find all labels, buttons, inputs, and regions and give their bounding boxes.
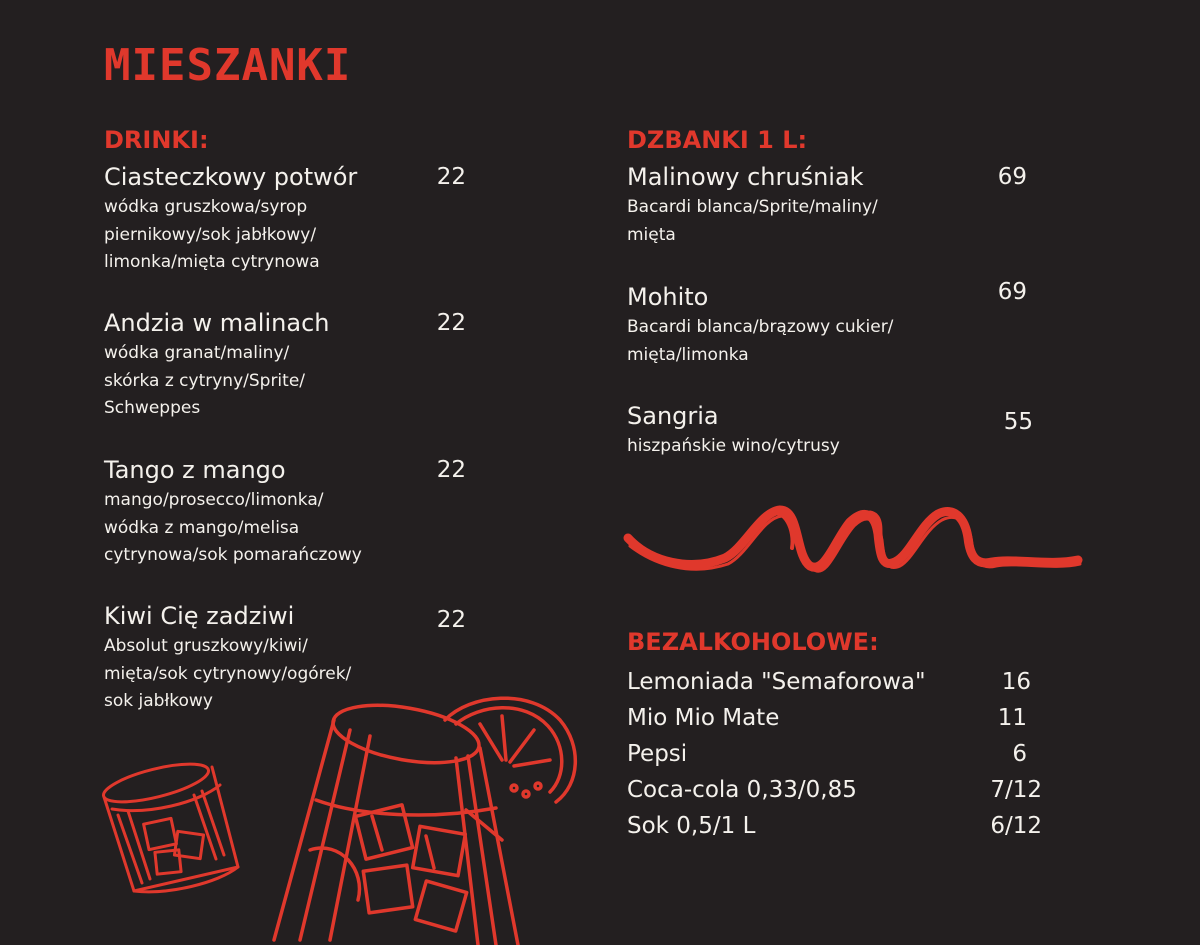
section-heading-bezalkoholowe: BEZALKOHOLOWE:: [627, 628, 879, 656]
menu-item-dzbanki-2: [627, 401, 1033, 461]
small-glass-icon: [98, 755, 248, 905]
item-name: Mohito: [627, 283, 709, 311]
item-name: Kiwi Cię zadziwi: [104, 602, 295, 630]
soft-drink-row-2: [627, 739, 1047, 775]
soft-drink-row-3: [627, 775, 1047, 811]
menu-item-drinki-0: [104, 162, 466, 277]
page-title: MIESZANKI: [104, 40, 352, 91]
section-heading-dzbanki: DZBANKI 1 L:: [627, 126, 808, 154]
soft-drink-row-4: [627, 811, 1047, 847]
item-name: Andzia w malinach: [104, 309, 330, 337]
menu-item-dzbanki-0: [627, 162, 1027, 249]
item-price: 6/12: [990, 813, 1042, 839]
section-heading-drinki: DRINKI:: [104, 126, 209, 154]
item-description: Absolut gruszkowy/kiwi/ mięta/sok cytrynowy/ogórek/ sok jabłkowy: [104, 636, 352, 711]
item-name: Ciasteczkowy potwór: [104, 163, 358, 191]
item-description: Bacardi blanca/Sprite/maliny/ mięta: [627, 197, 878, 245]
item-price: 22: [436, 310, 466, 336]
item-price: 6: [1012, 741, 1027, 767]
item-description: mango/prosecco/limonka/ wódka z mango/melisa cytrynowa/sok pomarańczowy: [104, 490, 362, 565]
item-description: Bacardi blanca/brązowy cukier/ mięta/limonka: [627, 317, 894, 365]
item-price: 69: [997, 164, 1027, 190]
item-price: 22: [436, 607, 466, 633]
cocktail-glass-with-orange-icon: [270, 690, 590, 945]
item-name: Coca-cola 0,33/0,85: [627, 777, 857, 803]
item-price: 22: [436, 457, 466, 483]
item-price: 7/12: [990, 777, 1042, 803]
item-description: hiszpańskie wino/cytrusy: [627, 436, 840, 456]
item-name: Mio Mio Mate: [627, 705, 780, 731]
menu-item-drinki-2: [104, 455, 466, 570]
soft-drink-row-1: [627, 703, 1047, 739]
menu-item-dzbanki-1: [627, 279, 1027, 369]
item-name: Sangria: [627, 402, 719, 430]
item-description: wódka granat/maliny/ skórka z cytryny/Sprite/ Schweppes: [104, 343, 306, 418]
menu-item-drinki-1: [104, 308, 466, 423]
item-name: Pepsi: [627, 741, 688, 767]
item-name: Tango z mango: [104, 456, 286, 484]
item-price: 22: [436, 164, 466, 190]
soft-drink-row-0: [627, 667, 1047, 703]
item-price: 55: [1003, 409, 1033, 435]
item-price: 11: [997, 705, 1027, 731]
item-name: Malinowy chruśniak: [627, 163, 864, 191]
item-price: 69: [997, 279, 1027, 305]
item-name: Lemoniada "Semaforowa": [627, 669, 926, 695]
wave-squiggle-icon: [620, 500, 1090, 590]
item-name: Sok 0,5/1 L: [627, 813, 756, 839]
item-description: wódka gruszkowa/syrop piernikowy/sok jabłkowy/ limonka/mięta cytrynowa: [104, 197, 320, 272]
item-price: 16: [1001, 669, 1031, 695]
